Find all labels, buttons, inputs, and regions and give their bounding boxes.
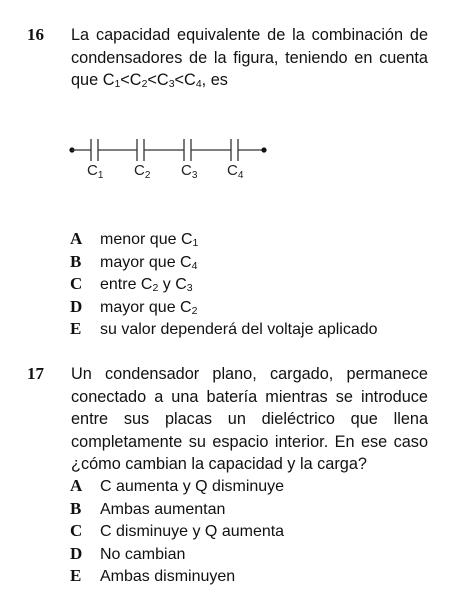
option-text: mayor que $C_4$ [100, 253, 198, 272]
option-text: Ambas aumentan [100, 500, 226, 518]
option-letter: E [70, 319, 82, 338]
option-16-d[interactable] [70, 296, 450, 319]
capacitor-c4 [231, 139, 238, 161]
capacitor-c1 [91, 139, 98, 161]
option-16-c[interactable] [70, 273, 450, 296]
option-letter: D [70, 296, 83, 316]
option-text: C disminuye y Q aumenta [100, 523, 285, 540]
option-16-b[interactable] [70, 251, 450, 274]
option-17-a[interactable] [70, 475, 450, 498]
capacitor-c3 [184, 139, 191, 161]
option-letter: C [70, 521, 83, 540]
option-text: mayor que $C_2$ [100, 298, 198, 317]
question-17-text: Un condensador plano, cargado, permanece conectado a una batería mientras se introduce entre sus placas un dieléctrico que llena completamente su espacio interior. En ese caso ¿cómo cambian la capacidad y la carga? [71, 365, 428, 473]
option-16-e[interactable] [70, 318, 450, 341]
capacitor-series-circuit [60, 128, 280, 184]
question-17-number: 17 [27, 364, 44, 383]
option-text: Ambas disminuyen [100, 568, 236, 585]
question-16-options [70, 228, 450, 341]
option-letter: A [70, 476, 83, 495]
option-17-d[interactable] [70, 543, 450, 566]
option-text: menor que $C_1$ [100, 231, 199, 249]
option-letter: E [70, 566, 82, 585]
option-text: No cambian [100, 545, 186, 563]
option-letter: B [70, 498, 82, 518]
question-16-text: La capacidad equivalente de la combinación de condensadores de la figura, teniendo en cuenta que $C_1<C_2<C_3<C_4$, es [71, 26, 428, 90]
option-text: su valor dependerá del voltaje aplicado [100, 321, 378, 338]
option-16-a[interactable] [70, 228, 450, 251]
question-17-options [70, 475, 450, 588]
option-text: C aumenta y Q disminuye [100, 478, 285, 495]
option-letter: A [70, 229, 83, 248]
option-17-e[interactable] [70, 565, 450, 588]
option-letter: C [70, 274, 83, 293]
option-letter: D [70, 543, 83, 563]
capacitor-label-c3: $C_3$ [181, 162, 198, 181]
option-17-c[interactable] [70, 520, 450, 543]
capacitor-c2 [137, 139, 144, 161]
capacitor-label-c4: $C_4$ [227, 162, 244, 181]
option-17-b[interactable] [70, 498, 450, 521]
capacitor-label-c1: $C_1$ [87, 162, 104, 181]
option-text: entre $C_2$ y $C_3$ [100, 276, 193, 294]
question-16-number: 16 [27, 25, 44, 44]
circuit-terminal-right [261, 147, 266, 152]
capacitor-label-c2: $C_2$ [134, 162, 151, 181]
option-letter: B [70, 251, 82, 271]
